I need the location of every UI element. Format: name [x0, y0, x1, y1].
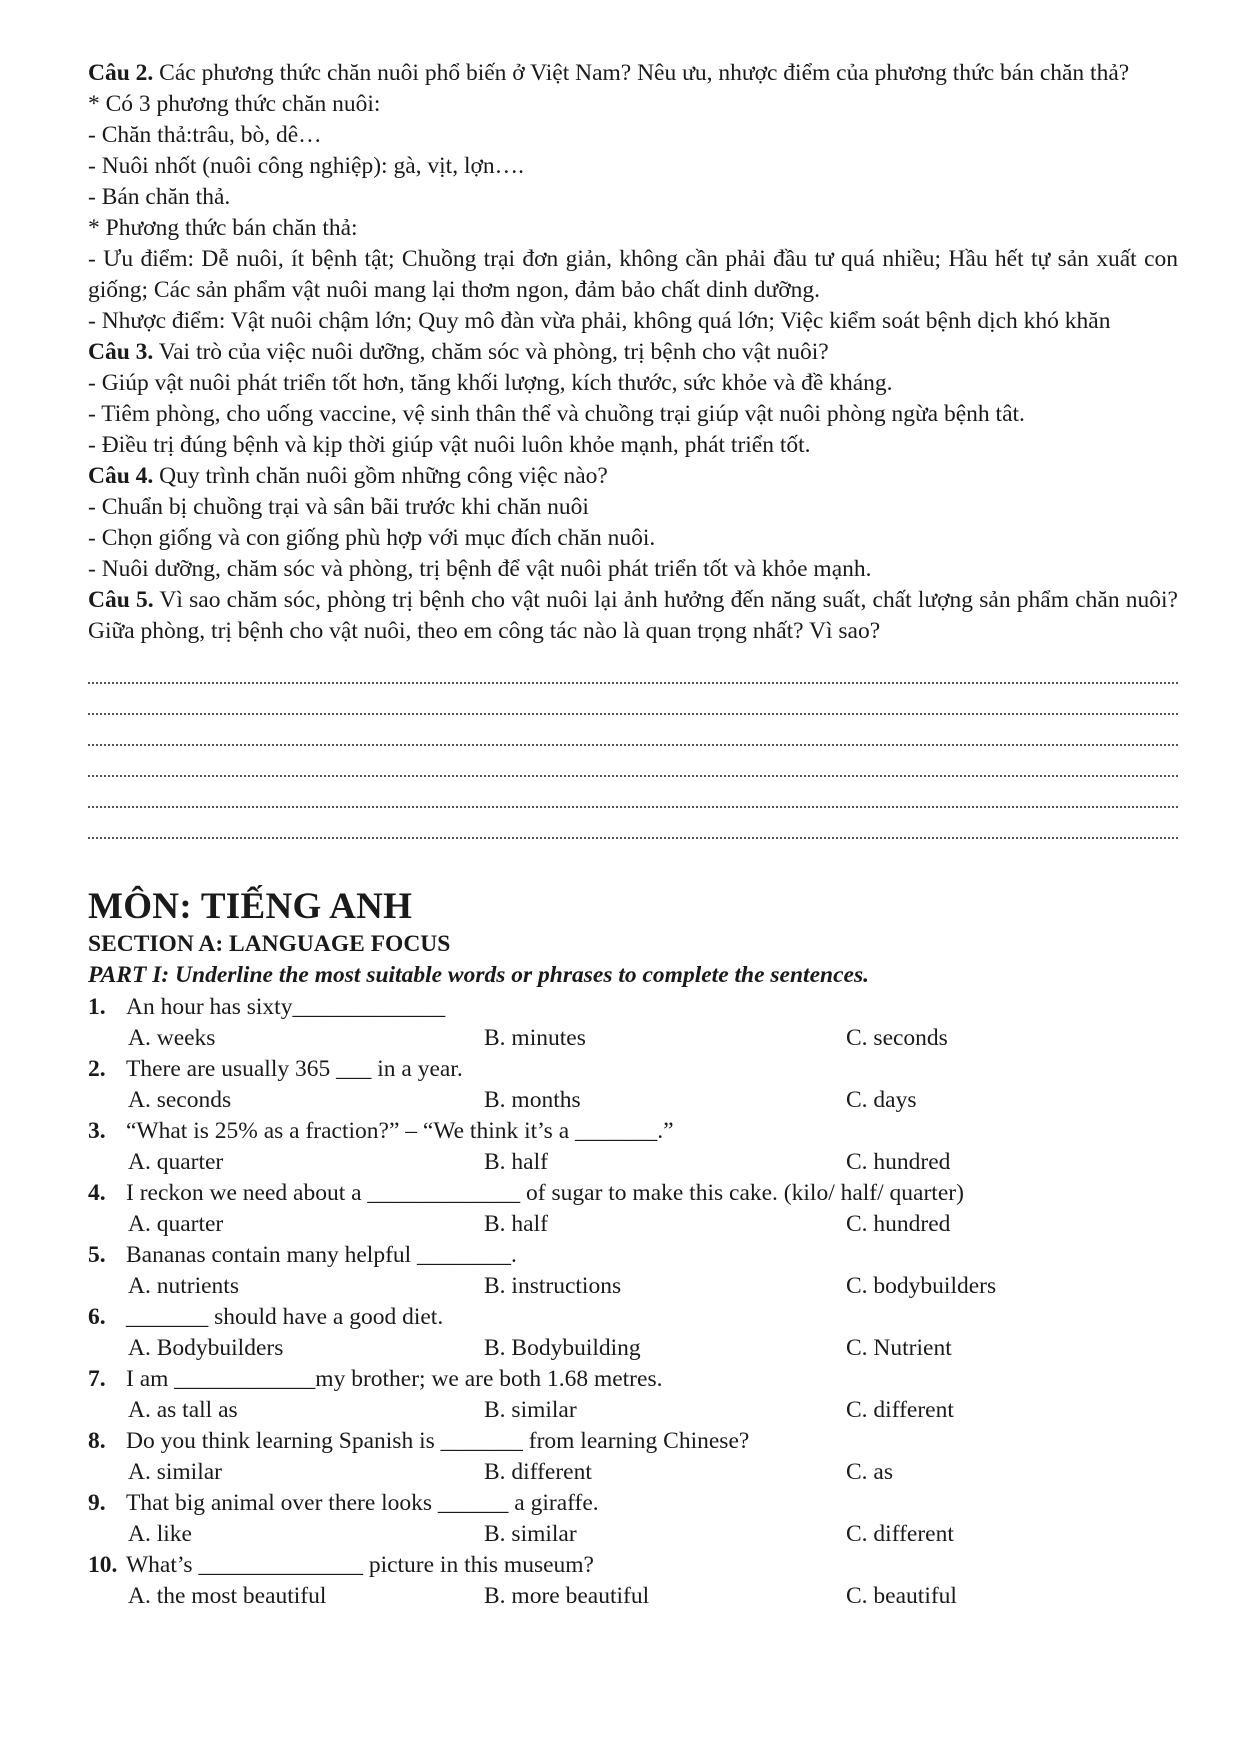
answer-space[interactable] [88, 647, 1178, 839]
option-c[interactable]: C. seconds [846, 1025, 948, 1051]
answer-line: - Chăn thả:trâu, bò, dê… [88, 122, 322, 148]
option-b[interactable]: B. instructions [484, 1273, 622, 1299]
english-question [88, 1240, 1178, 1271]
answer-line: * Có 3 phương thức chăn nuôi: [88, 91, 381, 117]
answer-options [88, 1581, 1178, 1612]
question-3-text: Vai trò của việc nuôi dưỡng, chăm sóc và phòng, trị bệnh cho vật nuôi? [153, 339, 829, 365]
advantages-text: - Ưu điểm: Dễ nuôi, ít bệnh tật; Chuồng trại đơn giản, không cần phải đầu tư quá nhiều; Hầu hết tự sản xuất con giống; Các sản phẩm vật nuôi mang lại thơm ngon, đảm bảo chất dinh dưỡng. [88, 246, 1178, 303]
question-4-title: Câu 4. [88, 463, 154, 489]
option-a[interactable]: A. similar [128, 1459, 222, 1485]
option-c[interactable]: C. hundred [846, 1149, 951, 1175]
option-c[interactable]: C. days [846, 1087, 917, 1113]
question-3-title: Câu 3. [88, 339, 154, 365]
option-a[interactable]: A. weeks [128, 1025, 216, 1051]
answer-options [88, 1271, 1178, 1302]
question-list [88, 992, 1178, 1612]
option-c[interactable]: C. bodybuilders [846, 1273, 997, 1299]
option-c[interactable]: C. different [846, 1521, 954, 1547]
question-stem: There are usually 365 ___ in a year. [126, 1056, 463, 1082]
question-5 [88, 585, 1178, 647]
english-question [88, 1488, 1178, 1519]
option-b[interactable]: B. different [484, 1459, 592, 1485]
english-question [88, 992, 1178, 1023]
answer-line: - Chuẩn bị chuồng trại và sân bãi trước khi chăn nuôi [88, 494, 589, 520]
dotted-answer-line[interactable] [88, 653, 1178, 684]
question-4 [88, 461, 1178, 492]
question-5-text: Vì sao chăm sóc, phòng trị bệnh cho vật nuôi lại ảnh hưởng đến năng suất, chất lượng sản phẩm chăn nuôi? Giữa phòng, trị bệnh cho vật nuôi, theo em công tác nào là quan trọng nhất? Vì sao? [88, 587, 1178, 644]
answer-line: - Chọn giống và con giống phù hợp với mục đích chăn nuôi. [88, 525, 656, 551]
option-c[interactable]: C. different [846, 1397, 954, 1423]
question-stem: I am ____________my brother; we are both 1.68 metres. [126, 1366, 663, 1392]
english-question [88, 1116, 1178, 1147]
option-a[interactable]: A. seconds [128, 1087, 232, 1113]
option-a[interactable]: A. nutrients [128, 1273, 239, 1299]
question-number: 8. [88, 1428, 106, 1454]
answer-options [88, 1147, 1178, 1178]
option-c[interactable]: C. as [846, 1459, 893, 1485]
answer-options [88, 1457, 1178, 1488]
option-c[interactable]: C. hundred [846, 1211, 951, 1237]
answer-line: - Giúp vật nuôi phát triển tốt hơn, tăng khối lượng, kích thước, sức khỏe và đề kháng. [88, 370, 893, 396]
option-b[interactable]: B. half [484, 1211, 548, 1237]
question-number: 6. [88, 1304, 106, 1330]
answer-line: - Điều trị đúng bệnh và kịp thời giúp vật nuôi luôn khỏe mạnh, phát triển tốt. [88, 432, 811, 458]
answer-line: * Phương thức bán chăn thả: [88, 215, 358, 241]
option-b[interactable]: B. similar [484, 1521, 577, 1547]
dotted-answer-line[interactable] [88, 746, 1178, 777]
option-b[interactable]: B. minutes [484, 1025, 586, 1051]
english-question [88, 1364, 1178, 1395]
answer-line: - Nuôi nhốt (nuôi công nghiệp): gà, vịt, lợn…. [88, 153, 525, 179]
document-page [88, 58, 1178, 1612]
question-stem: I reckon we need about a _____________ of sugar to make this cake. (kilo/ half/ quarter) [126, 1180, 964, 1206]
option-c[interactable]: C. Nutrient [846, 1335, 952, 1361]
question-2-title: Câu 2. [88, 60, 154, 86]
english-question [88, 1054, 1178, 1085]
option-a[interactable]: A. the most beautiful [128, 1583, 327, 1609]
question-number: 10. [88, 1552, 118, 1578]
answer-options [88, 1333, 1178, 1364]
question-stem: Bananas contain many helpful ________. [126, 1242, 517, 1268]
option-b[interactable]: B. more beautiful [484, 1583, 650, 1609]
answer-options [88, 1085, 1178, 1116]
question-number: 5. [88, 1242, 106, 1268]
dotted-answer-line[interactable] [88, 808, 1178, 839]
question-number: 3. [88, 1118, 106, 1144]
question-stem: “What is 25% as a fraction?” – “We think it’s a _______.” [126, 1118, 674, 1144]
option-a[interactable]: A. quarter [128, 1149, 224, 1175]
option-a[interactable]: A. Bodybuilders [128, 1335, 284, 1361]
question-number: 7. [88, 1366, 106, 1392]
disadvantages-text: - Nhược điểm: Vật nuôi chậm lớn; Quy mô đàn vừa phải, không quá lớn; Việc kiểm soát bệnh dịch khó khăn [88, 308, 1111, 334]
answer-line: - Bán chăn thả. [88, 184, 231, 210]
part-instruction: PART I: Underline the most suitable words or phrases to complete the sentences. [88, 962, 869, 988]
option-a[interactable]: A. like [128, 1521, 192, 1547]
dotted-answer-line[interactable] [88, 684, 1178, 715]
question-2-text: Các phương thức chăn nuôi phổ biến ở Việt Nam? Nêu ưu, nhược điểm của phương thức bán chăn thả? [153, 60, 1130, 86]
english-question [88, 1550, 1178, 1581]
subject-title: MÔN: TIẾNG ANH [88, 886, 413, 927]
question-5-title: Câu 5. [88, 587, 154, 613]
option-a[interactable]: A. quarter [128, 1211, 224, 1237]
question-3 [88, 337, 1178, 368]
question-number: 9. [88, 1490, 106, 1516]
english-question [88, 1302, 1178, 1333]
answer-options [88, 1395, 1178, 1426]
question-stem: Do you think learning Spanish is _______ from learning Chinese? [126, 1428, 750, 1454]
question-stem: That big animal over there looks ______ a giraffe. [126, 1490, 599, 1516]
answer-line: - Tiêm phòng, cho uống vaccine, vệ sinh thân thể và chuồng trại giúp vật nuôi phòng ngừa bệnh tât. [88, 401, 1025, 427]
section-heading: SECTION A: LANGUAGE FOCUS [88, 931, 451, 957]
option-c[interactable]: C. beautiful [846, 1583, 957, 1609]
answer-options [88, 1519, 1178, 1550]
question-4-text: Quy trình chăn nuôi gồm những công việc nào? [153, 463, 608, 489]
question-stem: An hour has sixty_____________ [126, 994, 446, 1020]
option-b[interactable]: B. months [484, 1087, 581, 1113]
option-b[interactable]: B. half [484, 1149, 548, 1175]
question-2 [88, 58, 1178, 89]
dotted-answer-line[interactable] [88, 777, 1178, 808]
question-number: 2. [88, 1056, 106, 1082]
question-stem: What’s ______________ picture in this museum? [126, 1552, 594, 1578]
answer-options [88, 1209, 1178, 1240]
english-question [88, 1426, 1178, 1457]
option-b[interactable]: B. similar [484, 1397, 577, 1423]
answer-line: - Nuôi dưỡng, chăm sóc và phòng, trị bệnh để vật nuôi phát triển tốt và khỏe mạnh. [88, 556, 872, 582]
question-stem: _______ should have a good diet. [126, 1304, 444, 1330]
option-a[interactable]: A. as tall as [128, 1397, 238, 1423]
option-b[interactable]: B. Bodybuilding [484, 1335, 641, 1361]
english-question [88, 1178, 1178, 1209]
dotted-answer-line[interactable] [88, 715, 1178, 746]
question-number: 4. [88, 1180, 106, 1206]
question-number: 1. [88, 994, 106, 1020]
answer-options [88, 1023, 1178, 1054]
